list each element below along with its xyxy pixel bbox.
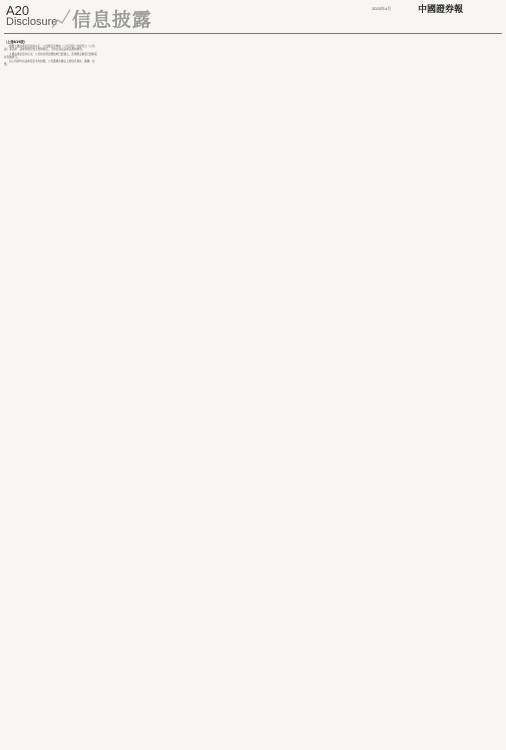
column-4: [305, 38, 403, 738]
column-1-paragraph: 大通法律意见书认为，公司的内部治理结构已经建立，各项规章制度已经制定并有效执行。: [4, 52, 98, 59]
column-1-paragraph: 根据大通法律意见书的认定，公司现行有效的《公司章程》内容符合《公司法》等法律、法规和规范性文件的规定，不存在违反法律法规的情形。: [4, 45, 95, 52]
column-1: [4, 38, 98, 738]
page-number: A20: [6, 3, 30, 18]
column-3: [205, 38, 303, 738]
section-name-en: Disclosure: [6, 16, 58, 28]
column-2: [104, 38, 200, 738]
newspaper-masthead: 中國證券報: [418, 5, 464, 15]
header-rule: [4, 33, 502, 34]
column-5: [405, 38, 502, 738]
section-name-cn: 信息披露: [72, 9, 153, 31]
page-header: [0, 0, 506, 36]
column-1-paragraph: 以上内容均以法律意见书为依据，公司董事会确认上述信息真实、准确、完整。: [4, 60, 95, 67]
issue-date: 2023年4月: [372, 6, 392, 11]
trend-line-icon: [52, 8, 72, 30]
column-1-heading: （上接A19版）: [4, 40, 27, 44]
